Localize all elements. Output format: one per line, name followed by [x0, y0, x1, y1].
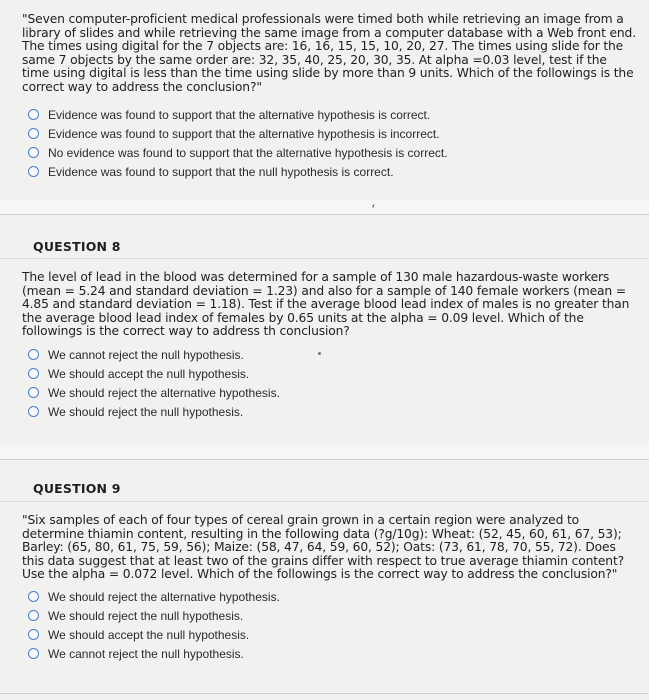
divider [0, 693, 649, 694]
radio-button-icon[interactable] [28, 109, 39, 120]
question8-title: QUESTION 8 [33, 239, 121, 254]
radio-button-icon[interactable] [28, 591, 39, 602]
question7-option-2[interactable] [28, 124, 448, 143]
divider [0, 459, 649, 460]
question9-text: "Six samples of each of four types of cereal grain grown in a certain region were analyzed to determine thiamin content, resulting in the following data (?g/10g): Wheat: (52, 45, 60, 61, 67, 53); Barley: (65, 80, 61, 75, 59, 56); Maize: (58, 47, 64, 59, 60, 52); Oats: (73, 61, 78, 70, 55, 72). Does this data suggest that at least two of the grains differ with respect to true average thiamin content? Use the alpha = 0.072 level. Which of the followings is the correct way to address the conclusion?" [22, 513, 625, 582]
question-separator-band [0, 445, 649, 459]
option-label: Evidence was found to support that the alternative hypothesis is correct. [48, 107, 431, 122]
radio-button-icon[interactable] [28, 368, 39, 379]
option-label: We should reject the null hypothesis. [48, 404, 244, 419]
radio-button-icon[interactable] [28, 166, 39, 177]
radio-button-icon[interactable] [28, 648, 39, 659]
question7-option-3[interactable] [28, 143, 448, 162]
option-label: We cannot reject the null hypothesis. [48, 646, 244, 661]
question9-options [28, 587, 280, 663]
divider [0, 258, 649, 259]
option-label: We should accept the null hypothesis. [48, 627, 250, 642]
option-label: We should reject the null hypothesis. [48, 608, 244, 623]
cursor-dot [318, 352, 321, 355]
radio-button-icon[interactable] [28, 610, 39, 621]
option-label: We should reject the alternative hypothesis. [48, 385, 280, 400]
radio-button-icon[interactable] [28, 128, 39, 139]
question8-option-1[interactable] [28, 345, 280, 364]
question7-text: "Seven computer-proficient medical professionals were timed both while retrieving an image from a library of slides and while retrieving the same image from a computer database with a Web front end. The times using digital for the 7 objects are: 16, 16, 15, 15, 10, 20, 27. The times using slide for the same 7 objects by the same order are: 32, 35, 40, 25, 20, 30, 35. At alpha =0.03 level, test if the time using digital is less than the time using slide by more than 9 units. Which of the followings is the correct way to address the conclusion?" [22, 12, 636, 94]
question-separator-band [0, 200, 649, 214]
option-label: Evidence was found to support that the null hypothesis is correct. [48, 164, 394, 179]
option-label: We should accept the null hypothesis. [48, 366, 250, 381]
question8-option-2[interactable] [28, 364, 280, 383]
question9-option-4[interactable] [28, 644, 280, 663]
question9-option-1[interactable] [28, 587, 280, 606]
option-label: We should reject the alternative hypothesis. [48, 589, 280, 604]
radio-button-icon[interactable] [28, 629, 39, 640]
question9-option-3[interactable] [28, 625, 280, 644]
divider [0, 501, 649, 502]
question8-option-3[interactable] [28, 383, 280, 402]
option-label: We cannot reject the null hypothesis. [48, 347, 244, 362]
radio-button-icon[interactable] [28, 349, 39, 360]
question7-options [28, 105, 448, 181]
question8-options [28, 345, 280, 421]
divider [0, 214, 649, 215]
radio-button-icon[interactable] [28, 147, 39, 158]
mouse-cursor-icon: ʻ [371, 203, 376, 218]
question7-option-1[interactable] [28, 105, 448, 124]
question8-text: The level of lead in the blood was determined for a sample of 130 male hazardous-waste workers (mean = 5.24 and standard deviation = 1.23) and also for a sample of 140 female workers (mean = 4.85 and standard deviation = 1.18). Test if the average blood lead index of males is no greater than the average blood lead index of females by 0.65 units at the alpha = 0.09 level. Which of the followings is the correct way to address th conclusion? [22, 270, 630, 339]
option-label: No evidence was found to support that the alternative hypothesis is correct. [48, 145, 448, 160]
radio-button-icon[interactable] [28, 387, 39, 398]
radio-button-icon[interactable] [28, 406, 39, 417]
question9-title: QUESTION 9 [33, 481, 121, 496]
question7-option-4[interactable] [28, 162, 448, 181]
question9-option-2[interactable] [28, 606, 280, 625]
option-label: Evidence was found to support that the alternative hypothesis is incorrect. [48, 126, 440, 141]
question8-option-4[interactable] [28, 402, 280, 421]
